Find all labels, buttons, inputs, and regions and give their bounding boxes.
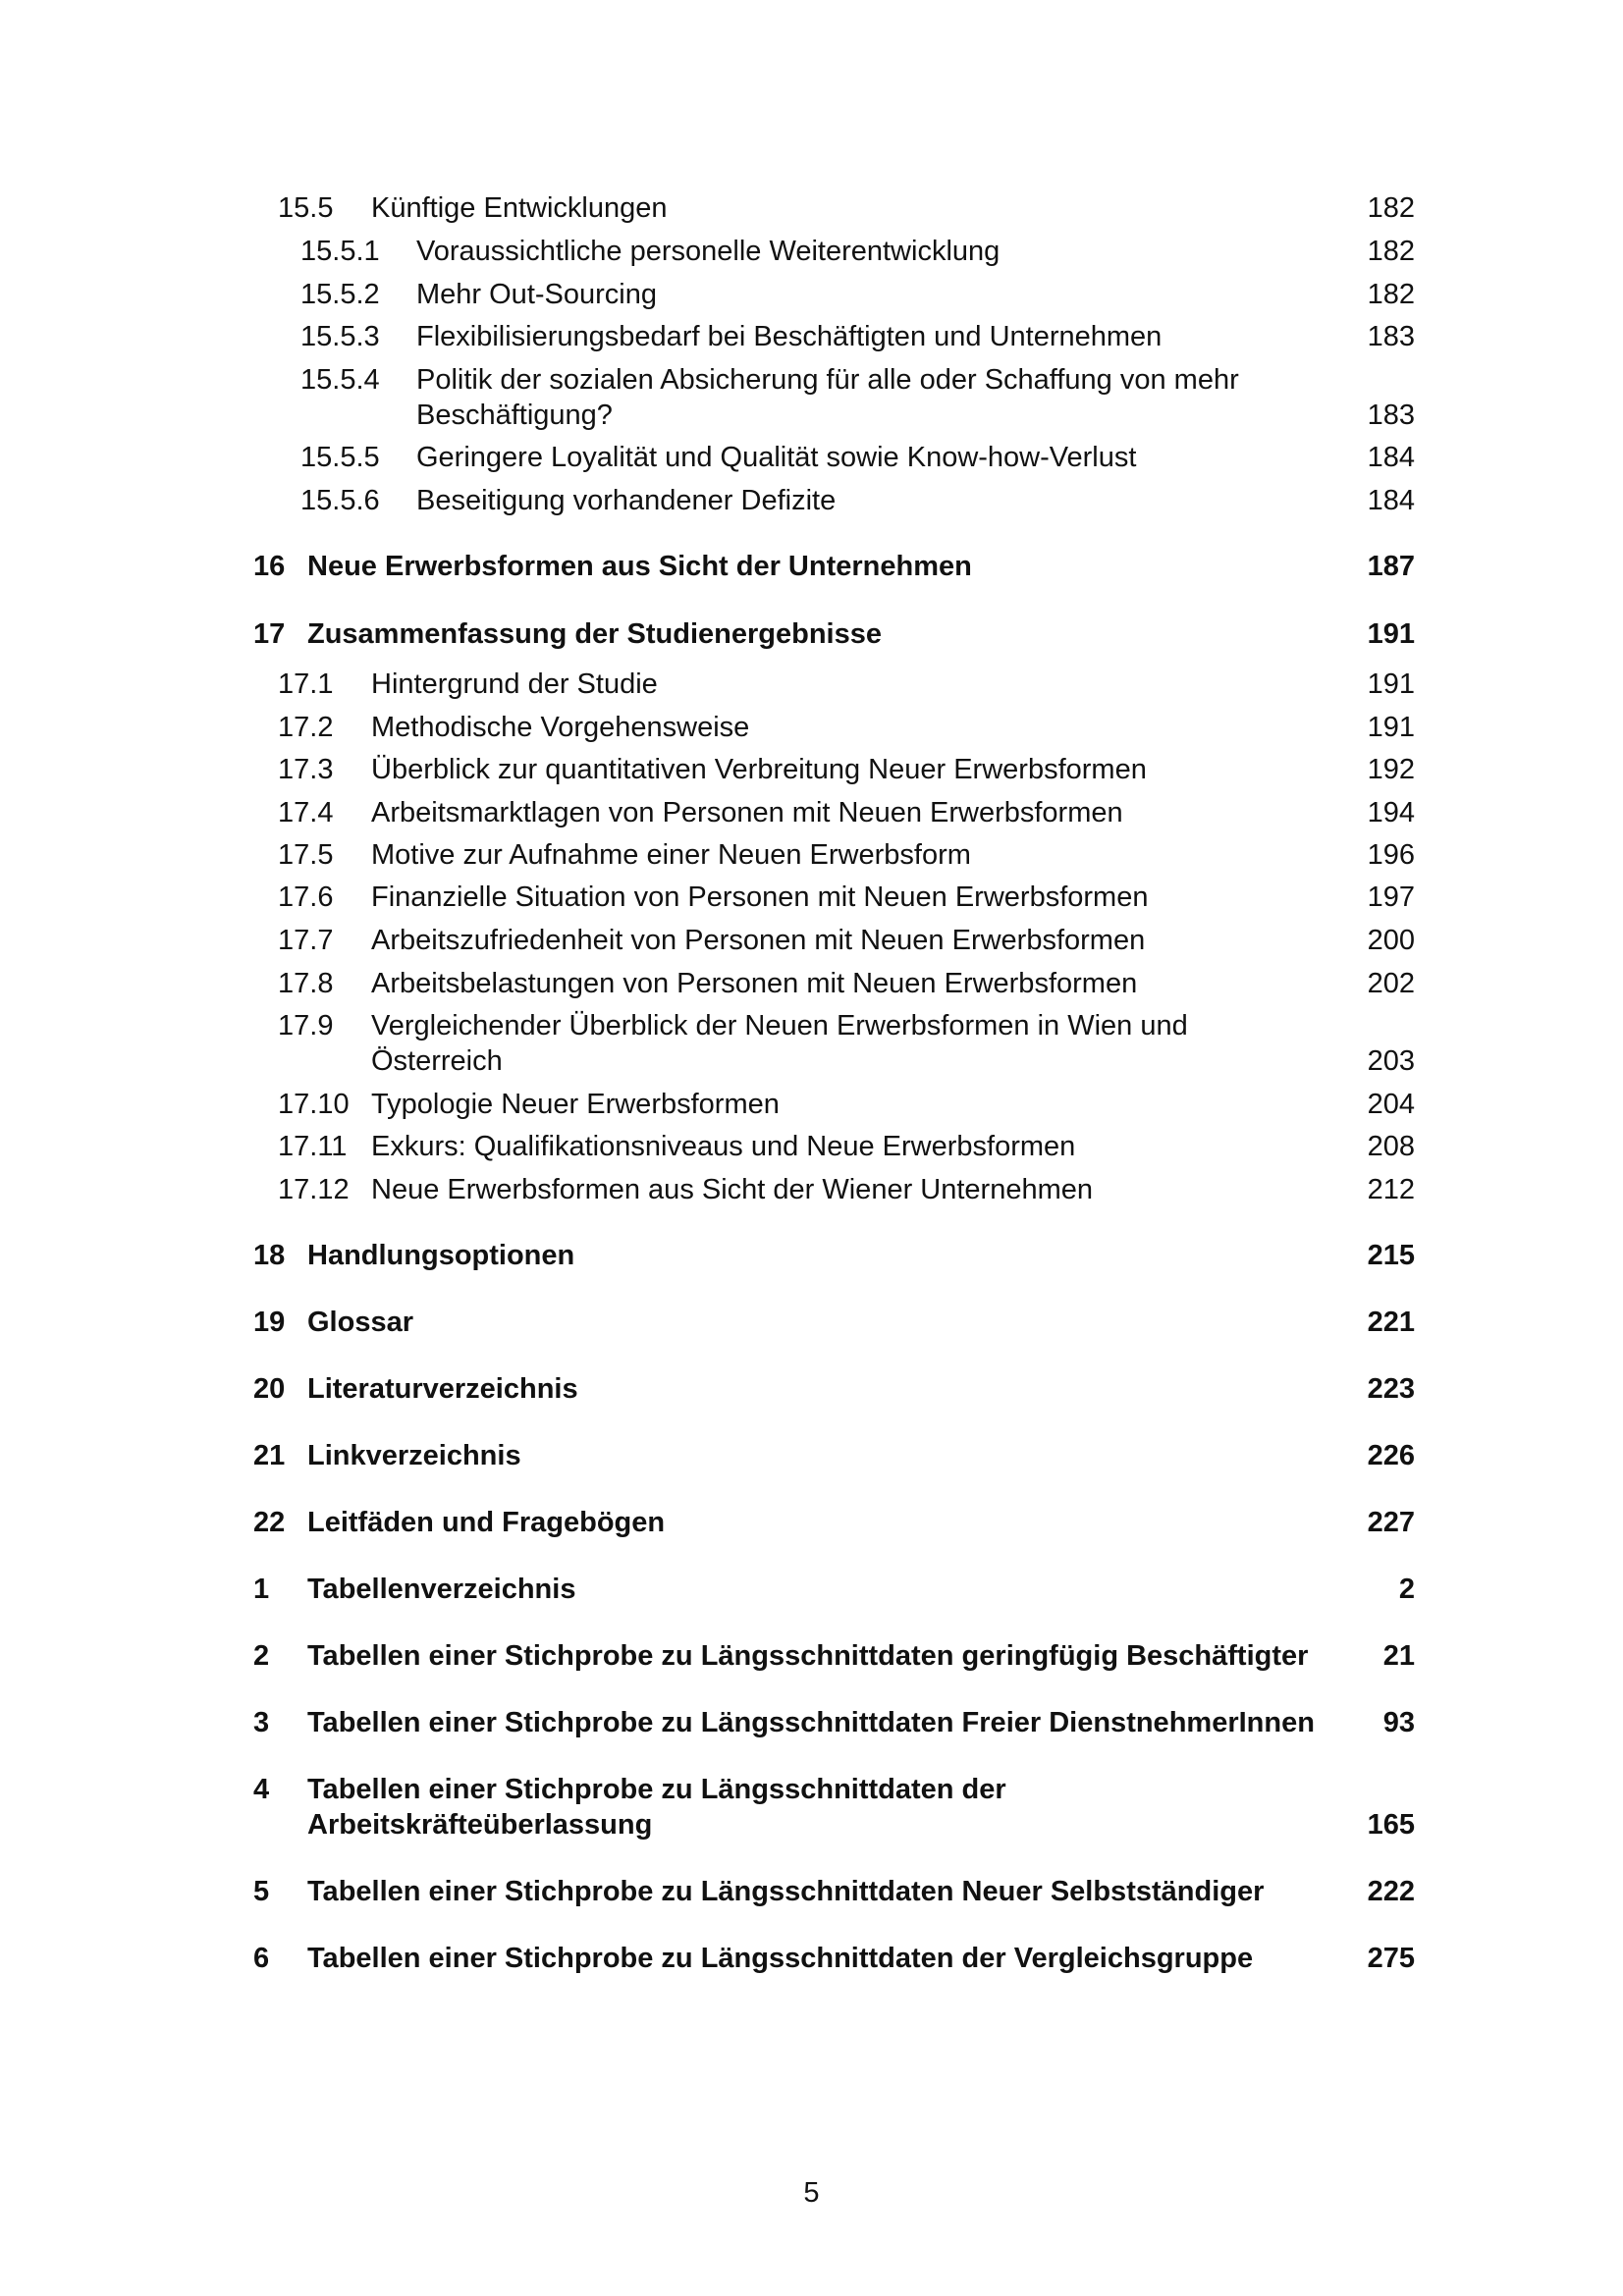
toc-appendix-page: 93 xyxy=(1382,1707,1415,1738)
toc-entry-number: 17.10 xyxy=(278,1089,350,1120)
toc-entry-title: Überblick zur quantitativen Verbreitung Neuer Erwerbsformen xyxy=(371,754,1147,785)
toc-entry-page: 191 xyxy=(1367,712,1415,743)
toc-entry-title: Neue Erwerbsformen aus Sicht der Wiener Unternehmen xyxy=(371,1174,1093,1205)
toc-entry-number: 15.5.4 xyxy=(300,364,380,396)
toc-entry-number: 17.1 xyxy=(278,668,334,700)
toc-entry-title: Methodische Vorgehensweise xyxy=(371,712,750,743)
toc-entry-number: 15.5.1 xyxy=(300,236,380,267)
toc-entry-title: Arbeitsbelastungen von Personen mit Neuen Erwerbsformen xyxy=(371,968,1138,999)
toc-entry-page: 196 xyxy=(1367,839,1415,871)
toc-entry-number: 17.7 xyxy=(278,925,334,956)
toc-appendix-page: 275 xyxy=(1367,1943,1415,1974)
toc-appendix-number: 4 xyxy=(253,1774,270,1805)
toc-entry-title: Geringere Loyalität und Qualität sowie Know-how-Verlust xyxy=(416,442,1137,473)
toc-entry-number: 15.5.3 xyxy=(300,321,380,352)
toc-entry-number: 17.5 xyxy=(278,839,334,871)
toc-chapter-page: 215 xyxy=(1367,1240,1415,1271)
toc-appendix-title: Tabellenverzeichnis xyxy=(307,1574,576,1605)
toc-appendix-page: 21 xyxy=(1382,1640,1415,1672)
toc-entry-title: Politik der sozialen Absicherung für alle oder Schaffung von mehr xyxy=(416,364,1239,396)
toc-entry-number: 17.8 xyxy=(278,968,334,999)
toc-chapter-number: 16 xyxy=(253,551,286,582)
toc-chapter-title: Linkverzeichnis xyxy=(307,1440,521,1471)
toc-chapter-page: 226 xyxy=(1367,1440,1415,1471)
toc-appendix-number: 6 xyxy=(253,1943,270,1974)
toc-chapter-page: 187 xyxy=(1367,551,1415,582)
toc-entry-title: Arbeitsmarktlagen von Personen mit Neuen Erwerbsformen xyxy=(371,797,1123,828)
toc-appendix-page: 222 xyxy=(1367,1876,1415,1907)
toc-entry-title: Künftige Entwicklungen xyxy=(371,192,668,224)
toc-chapter-page: 227 xyxy=(1367,1507,1415,1538)
toc-chapter-title: Zusammenfassung der Studienergebnisse xyxy=(307,618,882,650)
toc-entry-title-continued: Beschäftigung? xyxy=(416,400,613,431)
toc-entry-number: 17.4 xyxy=(278,797,334,828)
toc-entry-title: Finanzielle Situation von Personen mit Neuen Erwerbsformen xyxy=(371,881,1149,913)
toc-appendix-title: Tabellen einer Stichprobe zu Längsschnittdaten Neuer Selbstständiger xyxy=(307,1876,1265,1907)
toc-entry-page: 182 xyxy=(1367,279,1415,310)
toc-appendix-title: Tabellen einer Stichprobe zu Längsschnittdaten geringfügig Beschäftigter xyxy=(307,1640,1309,1672)
toc-entry-page: 194 xyxy=(1367,797,1415,828)
toc-entry-title: Mehr Out-Sourcing xyxy=(416,279,657,310)
toc-entry-page: 182 xyxy=(1367,192,1415,224)
toc-entry-title: Exkurs: Qualifikationsniveaus und Neue Erwerbsformen xyxy=(371,1131,1076,1162)
toc-entry-page: 191 xyxy=(1367,668,1415,700)
toc-entry-number: 17.3 xyxy=(278,754,334,785)
toc-entry-page: 184 xyxy=(1367,442,1415,473)
toc-chapter-title: Neue Erwerbsformen aus Sicht der Unternehmen xyxy=(307,551,972,582)
toc-chapter-page: 221 xyxy=(1367,1307,1415,1338)
page-number: 5 xyxy=(803,2177,820,2209)
toc-entry-page: 204 xyxy=(1367,1089,1415,1120)
toc-appendix-number: 2 xyxy=(253,1640,270,1672)
toc-chapter-title: Literaturverzeichnis xyxy=(307,1373,578,1405)
toc-appendix-title: Tabellen einer Stichprobe zu Längsschnittdaten der xyxy=(307,1774,1006,1805)
toc-entry-page: 192 xyxy=(1367,754,1415,785)
toc-entry-title: Vergleichender Überblick der Neuen Erwerbsformen in Wien und xyxy=(371,1010,1188,1041)
toc-chapter-number: 20 xyxy=(253,1373,286,1405)
toc-entry-title: Flexibilisierungsbedarf bei Beschäftigten und Unternehmen xyxy=(416,321,1163,352)
toc-entry-number: 17.11 xyxy=(278,1131,348,1162)
toc-entry-number: 15.5.6 xyxy=(300,485,380,516)
toc-chapter-number: 19 xyxy=(253,1307,286,1338)
toc-appendix-title-continued: Arbeitskräfteüberlassung xyxy=(307,1809,653,1841)
toc-entry-page: 212 xyxy=(1367,1174,1415,1205)
toc-entry-title-continued: Österreich xyxy=(371,1045,503,1077)
toc-appendix-number: 3 xyxy=(253,1707,270,1738)
toc-chapter-page: 223 xyxy=(1367,1373,1415,1405)
toc-entry-title: Motive zur Aufnahme einer Neuen Erwerbsform xyxy=(371,839,971,871)
toc-entry-number: 17.12 xyxy=(278,1174,350,1205)
toc-entry-page: 208 xyxy=(1367,1131,1415,1162)
toc-entry-page: 183 xyxy=(1367,400,1415,431)
toc-appendix-title: Tabellen einer Stichprobe zu Längsschnittdaten der Vergleichsgruppe xyxy=(307,1943,1254,1974)
toc-entry-title: Beseitigung vorhandener Defizite xyxy=(416,485,837,516)
toc-appendix-title: Tabellen einer Stichprobe zu Längsschnittdaten Freier DienstnehmerInnen xyxy=(307,1707,1315,1738)
toc-appendix-page: 165 xyxy=(1367,1809,1415,1841)
toc-appendix-page: 2 xyxy=(1398,1574,1415,1605)
toc-chapter-number: 22 xyxy=(253,1507,286,1538)
toc-chapter-number: 21 xyxy=(253,1440,286,1471)
toc-appendix-number: 5 xyxy=(253,1876,270,1907)
toc-entry-page: 197 xyxy=(1367,881,1415,913)
toc-entry-title: Hintergrund der Studie xyxy=(371,668,658,700)
toc-entry-number: 15.5.5 xyxy=(300,442,380,473)
toc-entry-title: Typologie Neuer Erwerbsformen xyxy=(371,1089,780,1120)
toc-entry-page: 182 xyxy=(1367,236,1415,267)
toc-chapter-page: 191 xyxy=(1367,618,1415,650)
toc-appendix-number: 1 xyxy=(253,1574,270,1605)
toc-entry-page: 202 xyxy=(1367,968,1415,999)
toc-entry-number: 15.5.2 xyxy=(300,279,380,310)
toc-entry-number: 17.9 xyxy=(278,1010,334,1041)
toc-entry-page: 203 xyxy=(1367,1045,1415,1077)
toc-entry-page: 183 xyxy=(1367,321,1415,352)
toc-chapter-number: 18 xyxy=(253,1240,286,1271)
toc-chapter-title: Glossar xyxy=(307,1307,413,1338)
toc-chapter-title: Handlungsoptionen xyxy=(307,1240,575,1271)
toc-entry-number: 17.6 xyxy=(278,881,334,913)
toc-chapter-number: 17 xyxy=(253,618,286,650)
toc-entry-title: Voraussichtliche personelle Weiterentwicklung xyxy=(416,236,1001,267)
toc-entry-title: Arbeitszufriedenheit von Personen mit Neuen Erwerbsformen xyxy=(371,925,1146,956)
toc-entry-page: 200 xyxy=(1367,925,1415,956)
toc-entry-number: 17.2 xyxy=(278,712,334,743)
toc-entry-page: 184 xyxy=(1367,485,1415,516)
toc-entry-number: 15.5 xyxy=(278,192,334,224)
toc-chapter-title: Leitfäden und Fragebögen xyxy=(307,1507,666,1538)
